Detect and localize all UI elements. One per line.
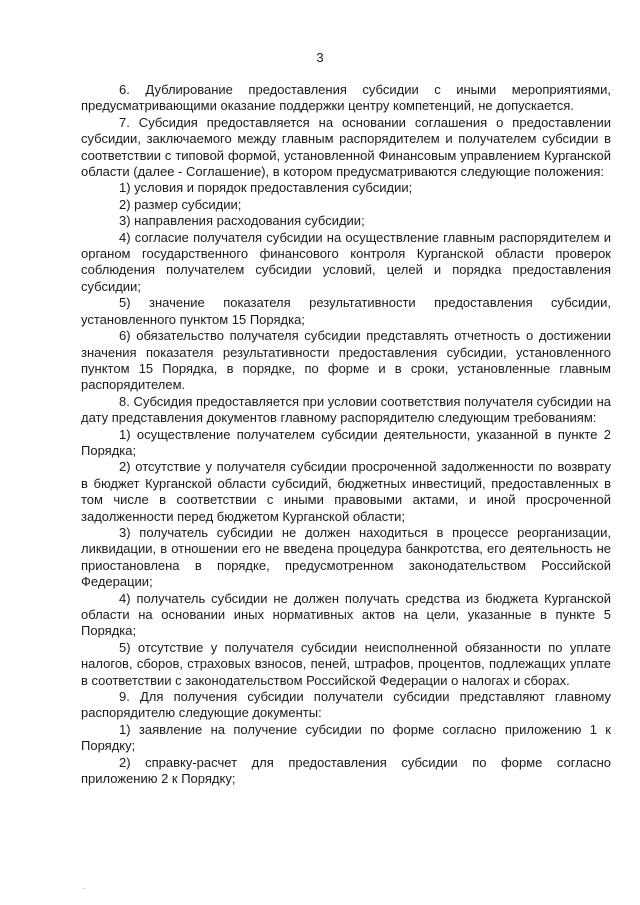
paragraph-6-duplication: 6. Дублирование предоставления субсидии с иными мероприятиями, предусматривающими оказание поддержки центру компетенций, не допускается. — [81, 82, 611, 114]
document-body — [81, 82, 611, 787]
paragraph-8-requirements: 8. Субсидия предоставляется при условии соответствия получателя субсидии на дату представления документов главному распорядителю следующим требованиям: — [81, 393, 611, 426]
paragraph-9-documents: 9. Для получения субсидии получатели субсидии представляют главному распорядителю следующие документы: — [81, 689, 611, 721]
page-number: 3 — [316, 50, 324, 65]
agreement-item-6: 6) обязательство получателя субсидии представлять отчетность о достижении значения показателя результативности предоставления субсидии, установленного пунктом 15 Порядка, в порядке, по форме и в сроки, установленные главным распорядителем. — [81, 328, 611, 393]
agreement-item-3: 3) направления расходования субсидии; — [119, 213, 365, 229]
requirement-item-1: 1) осуществление получателем субсидии деятельности, указанной в пункте 2 Порядка; — [81, 426, 611, 458]
agreement-item-5: 5) значение показателя результативности предоставления субсидии, установленного пунктом 15 Порядка; — [81, 295, 611, 327]
agreement-item-2: 2) размер субсидии; — [119, 196, 242, 212]
document-item-1: 1) заявление на получение субсидии по форме согласно приложению 1 к Порядку; — [81, 721, 611, 754]
requirement-item-3: 3) получатель субсидии не должен находиться в процессе реорганизации, ликвидации, в отношении его не введена процедура банкротства, его деятельность не приостановлена в порядке, предусмотренном законодательством Российской Федерации; — [81, 524, 611, 590]
agreement-item-1: 1) условия и порядок предоставления субсидии; — [119, 180, 413, 196]
requirement-item-5: 5) отсутствие у получателя субсидии неисполненной обязанности по уплате налогов, сборов, страховых взносов, пеней, штрафов, процентов, подлежащих уплате в соответствии с законодательством Российской Федерации о налогах и сборах. — [81, 639, 611, 688]
requirement-item-2: 2) отсутствие у получателя субсидии просроченной задолженности по возврату в бюджет Курганской области субсидий, бюджетных инвестиций, предоставленных в том числе в соответствии с иными правовыми актами, и иной просроченной задолженности перед бюджетом Курганской области; — [81, 459, 611, 524]
paragraph-7-agreement: 7. Субсидия предоставляется на основании соглашения о предоставлении субсидии, заключаемого между главным распорядителем и получателем субсидии в соответствии с типовой формой, установленной Финансовым управлением Курганской области (далее - Соглашение), в котором предусматриваются следующие положения: — [81, 114, 611, 180]
requirement-item-4: 4) получатель субсидии не должен получать средства из бюджета Курганской области на основании иных нормативных актов на цели, указанные в пункте 5 Порядка; — [81, 590, 611, 639]
document-item-2: 2) справку-расчет для предоставления субсидии по форме согласно приложению 2 к Порядку; — [81, 754, 611, 787]
agreement-item-4: 4) согласие получателя субсидии на осуществление главным распорядителем и органом государственного финансового контроля Курганской области проверок соблюдения получателем субсидии условий, целей и порядка предоставления субсидии; — [81, 229, 611, 294]
scan-speck — [83, 888, 85, 889]
